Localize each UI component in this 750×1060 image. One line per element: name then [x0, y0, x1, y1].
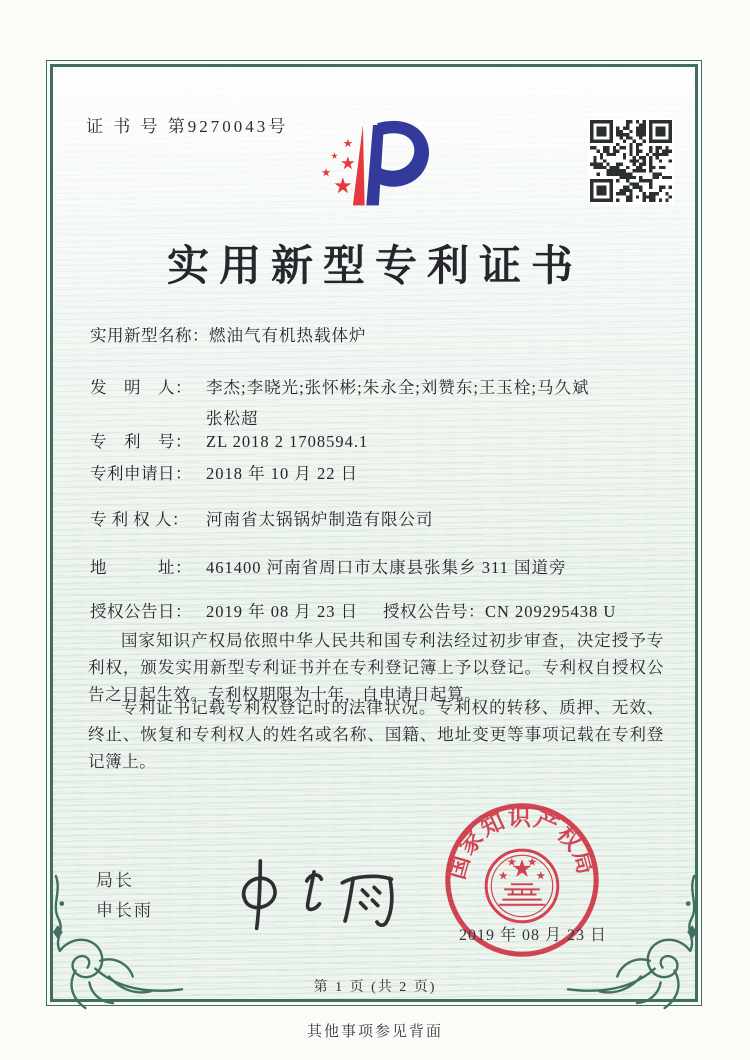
handwritten-signature-icon	[212, 850, 407, 932]
field-value: 2019 年 08 月 23 日	[206, 602, 359, 621]
field-filing-date	[90, 460, 660, 484]
field-label: 授权公告号：	[383, 602, 485, 621]
legal-paragraph-1: 国家知识产权局依照中华人民共和国专利法经过初步审查，决定授予专利权，颁发实用新型专利证书并在专利登记簿上予以登记。专利权自授权公告之日起生效。专利权期限为十年，自申请日起算。	[88, 631, 664, 704]
back-side-note: 其他事项参见背面	[306, 1024, 443, 1040]
field-label: 地 址：	[90, 558, 192, 577]
field-value: 李杰;李晓光;张怀彬;朱永全;刘赞东;王玉栓;马久斌	[206, 378, 590, 397]
cnipa-logo-icon	[306, 110, 440, 222]
qr-code	[588, 118, 674, 204]
field-value: 河南省太锅锅炉制造有限公司	[206, 510, 434, 529]
field-label: 发 明 人：	[90, 378, 192, 397]
field-value: CN 209295438 U	[485, 602, 617, 621]
field-value: 燃油气有机热载体炉	[209, 326, 367, 345]
field-label: 专 利 号：	[90, 432, 192, 451]
legal-paragraph-2: 专利证书记载专利权登记时的法律状况。专利权的转移、质押、无效、终止、恢复和专利权人的姓名或名称、国籍、地址变更等事项记载在专利登记簿上。	[88, 698, 664, 771]
field-grant-date	[90, 602, 358, 621]
field-grant-number	[383, 598, 616, 622]
field-label: 专利申请日：	[90, 464, 192, 483]
field-inventors	[90, 374, 660, 429]
field-value: 2018 年 10 月 22 日	[206, 464, 359, 483]
commissioner-title: 局长	[96, 871, 134, 890]
commissioner-name: 申长雨	[96, 901, 153, 920]
field-patentee	[90, 506, 660, 530]
certificate-title: 实用新型专利证书	[166, 244, 583, 290]
field-address	[90, 554, 660, 578]
field-patent-number	[90, 428, 660, 452]
certificate-number: 证 书 号 第9270043号	[86, 117, 289, 136]
field-label: 实用新型名称：	[90, 326, 209, 345]
field-grant-info	[90, 598, 660, 622]
field-value: 461400 河南省周口市太康县张集乡 311 国道旁	[206, 558, 567, 577]
seal-ring-text: 国家知识产权局	[442, 804, 601, 882]
field-value: ZL 2018 2 1708594.1	[206, 432, 369, 451]
field-value-continued: 张松超	[206, 409, 259, 428]
field-utility-model-name	[90, 322, 660, 346]
field-label: 授权公告日：	[90, 602, 192, 621]
field-label: 专 利 权 人：	[90, 510, 189, 529]
page-indicator: 第 1 页 (共 2 页)	[313, 980, 437, 995]
seal-date: 2019 年 08 月 23 日	[459, 927, 608, 944]
national-emblem-icon	[486, 850, 558, 922]
